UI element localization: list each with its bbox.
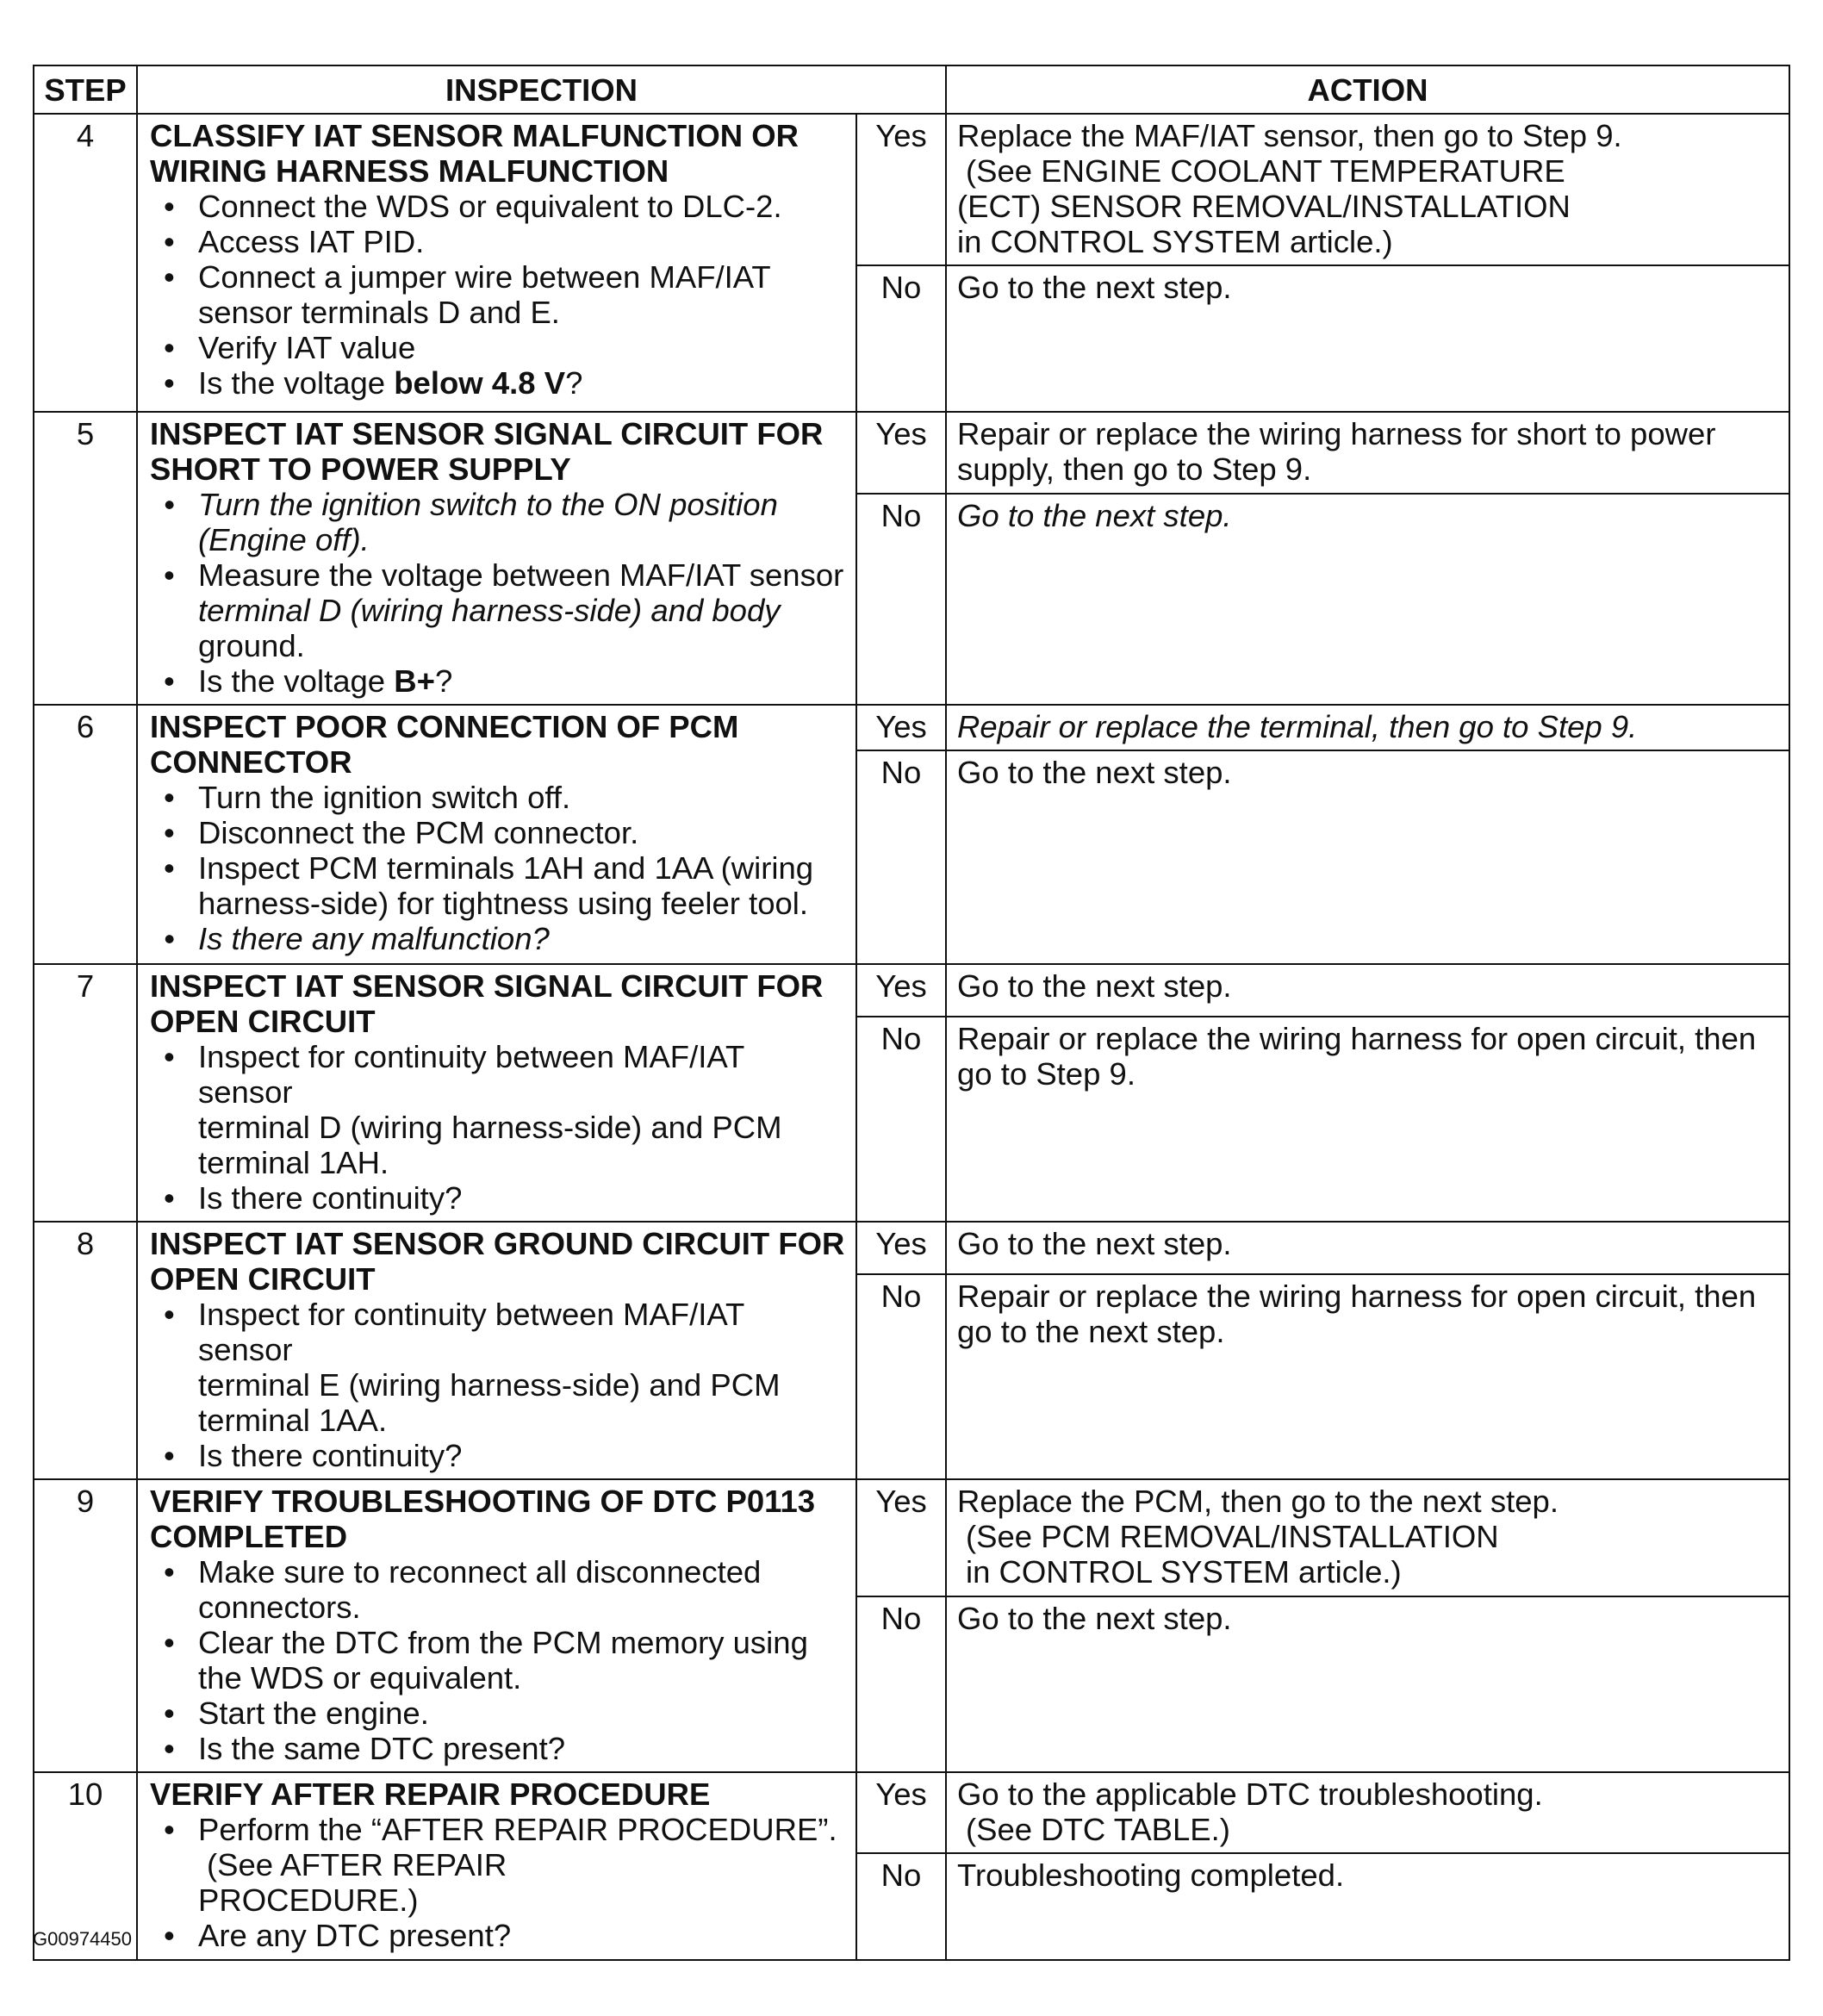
bullet-item: • Is the voltage B+? <box>164 663 453 699</box>
step-5-yes-row <box>34 412 1789 494</box>
bullet-item: • Is the voltage below 4.8 V? <box>164 365 583 401</box>
step-6-yes-row <box>34 705 1789 750</box>
inspection-bullets <box>150 487 847 699</box>
no-label: No <box>856 1853 946 1960</box>
inspection-cell <box>137 1772 856 1960</box>
no-action: Repair or replace the wiring harness for open circuit, then go to Step 9. <box>946 1017 1789 1222</box>
step-header: STEP <box>34 65 137 114</box>
bullet-item: • Inspect for continuity between MAF/IAT sensor terminal D (wiring harness-side) and PCM terminal 1AH. <box>164 1039 782 1180</box>
yes-action: Replace the MAF/IAT sensor, then go to Step 9. (See ENGINE COOLANT TEMPERATURE (ECT) SENSOR REMOVAL/INSTALLATION in CONTROL SYSTEM article.) <box>946 114 1789 265</box>
step-7-yes-row <box>34 964 1789 1017</box>
yes-action: Go to the next step. <box>946 1222 1789 1274</box>
step-number: 8 <box>34 1222 137 1479</box>
inspection-title: CLASSIFY IAT SENSOR MALFUNCTION OR WIRING HARNESS MALFUNCTION <box>150 118 799 189</box>
yes-action: Repair or replace the wiring harness for short to power supply, then go to Step 9. <box>946 412 1789 494</box>
yes-label: Yes <box>856 114 946 265</box>
step-8-yes-row <box>34 1222 1789 1274</box>
yes-action: Go to the next step. <box>946 964 1789 1017</box>
yes-label: Yes <box>856 1479 946 1596</box>
bullet-item: • Disconnect the PCM connector. <box>164 815 639 850</box>
bullet-item: • Connect the WDS or equivalent to DLC-2. <box>164 189 782 224</box>
bullet-item: • Perform the “AFTER REPAIR PROCEDURE”. (See AFTER REPAIR PROCEDURE.) <box>164 1812 837 1918</box>
inspection-bullets <box>150 1812 847 1953</box>
bullet-item: • Make sure to reconnect all disconnected connectors. <box>164 1554 762 1625</box>
inspection-bullets <box>150 780 847 956</box>
no-label: No <box>856 265 946 412</box>
header-row <box>34 65 1789 114</box>
action-header: ACTION <box>946 65 1789 114</box>
inspection-bullets <box>150 189 847 401</box>
no-label: No <box>856 750 946 964</box>
bullet-item: • Turn the ignition switch off. <box>164 780 571 815</box>
bullet-item: • Is the same DTC present? <box>164 1731 566 1766</box>
inspection-cell <box>137 114 856 412</box>
inspection-bullets <box>150 1297 847 1473</box>
figure-id: G00974450 <box>33 1928 132 1950</box>
bullet-item: • Inspect for continuity between MAF/IAT sensor terminal E (wiring harness-side) and PCM terminal 1AA. <box>164 1297 781 1438</box>
yes-label: Yes <box>856 1772 946 1853</box>
step-number: 9 <box>34 1479 137 1772</box>
step-number: 6 <box>34 705 137 964</box>
inspection-cell <box>137 412 856 705</box>
yes-label: Yes <box>856 964 946 1017</box>
bullet-item: • Clear the DTC from the PCM memory using the WDS or equivalent. <box>164 1625 808 1696</box>
no-label: No <box>856 1274 946 1479</box>
yes-label: Yes <box>856 705 946 750</box>
no-action: Repair or replace the wiring harness for open circuit, then go to the next step. <box>946 1274 1789 1479</box>
bullet-item: • Access IAT PID. <box>164 224 425 259</box>
bullet-item: • Measure the voltage between MAF/IAT sensor terminal D (wiring harness-side) and body ground. <box>164 557 844 663</box>
no-action: Go to the next step. <box>946 265 1789 412</box>
bullet-item: • Is there continuity? <box>164 1180 463 1216</box>
step-number: 5 <box>34 412 137 705</box>
inspection-title: VERIFY AFTER REPAIR PROCEDURE <box>150 1776 711 1812</box>
yes-action: Repair or replace the terminal, then go to Step 9. <box>946 705 1789 750</box>
no-label: No <box>856 494 946 705</box>
step-number: 7 <box>34 964 137 1222</box>
bullet-item: • Is there any malfunction? <box>164 921 550 956</box>
yes-label: Yes <box>856 1222 946 1274</box>
step-10-yes-row <box>34 1772 1789 1853</box>
step-4-yes-row <box>34 114 1789 265</box>
step-number: 4 <box>34 114 137 412</box>
bullet-item: • Are any DTC present? <box>164 1918 512 1953</box>
inspection-header: INSPECTION <box>137 65 946 114</box>
bullet-item: • Inspect PCM terminals 1AH and 1AA (wiring harness-side) for tightness using feeler tool. <box>164 850 814 921</box>
yes-action: Go to the applicable DTC troubleshooting. (See DTC TABLE.) <box>946 1772 1789 1853</box>
inspection-cell <box>137 964 856 1222</box>
inspection-title: INSPECT IAT SENSOR SIGNAL CIRCUIT FOR OPEN CIRCUIT <box>150 968 824 1039</box>
step-number: 10 <box>34 1772 137 1960</box>
bullet-item: • Turn the ignition switch to the ON position (Engine off). <box>164 487 778 557</box>
inspection-title: INSPECT IAT SENSOR GROUND CIRCUIT FOR OPEN CIRCUIT <box>150 1226 845 1297</box>
inspection-title: INSPECT POOR CONNECTION OF PCM CONNECTOR <box>150 709 739 780</box>
step-9-yes-row <box>34 1479 1789 1596</box>
inspection-bullets <box>150 1039 847 1216</box>
diagnostic-table <box>33 65 1790 1961</box>
inspection-title: VERIFY TROUBLESHOOTING OF DTC P0113 COMPLETED <box>150 1484 816 1554</box>
bullet-item: • Is there continuity? <box>164 1438 463 1473</box>
no-label: No <box>856 1596 946 1772</box>
no-action: Go to the next step. <box>946 494 1789 705</box>
yes-label: Yes <box>856 412 946 494</box>
no-action: Go to the next step. <box>946 1596 1789 1772</box>
inspection-cell <box>137 1222 856 1479</box>
inspection-bullets <box>150 1554 847 1766</box>
inspection-cell <box>137 1479 856 1772</box>
yes-action: Replace the PCM, then go to the next step. (See PCM REMOVAL/INSTALLATION in CONTROL SYSTEM article.) <box>946 1479 1789 1596</box>
inspection-cell <box>137 705 856 964</box>
inspection-title: INSPECT IAT SENSOR SIGNAL CIRCUIT FOR SHORT TO POWER SUPPLY <box>150 416 824 487</box>
no-label: No <box>856 1017 946 1222</box>
no-action: Troubleshooting completed. <box>946 1853 1789 1960</box>
bullet-item: • Start the engine. <box>164 1696 429 1731</box>
bullet-item: • Connect a jumper wire between MAF/IAT sensor terminals D and E. <box>164 259 771 330</box>
bullet-item: • Verify IAT value <box>164 330 416 365</box>
no-action: Go to the next step. <box>946 750 1789 964</box>
